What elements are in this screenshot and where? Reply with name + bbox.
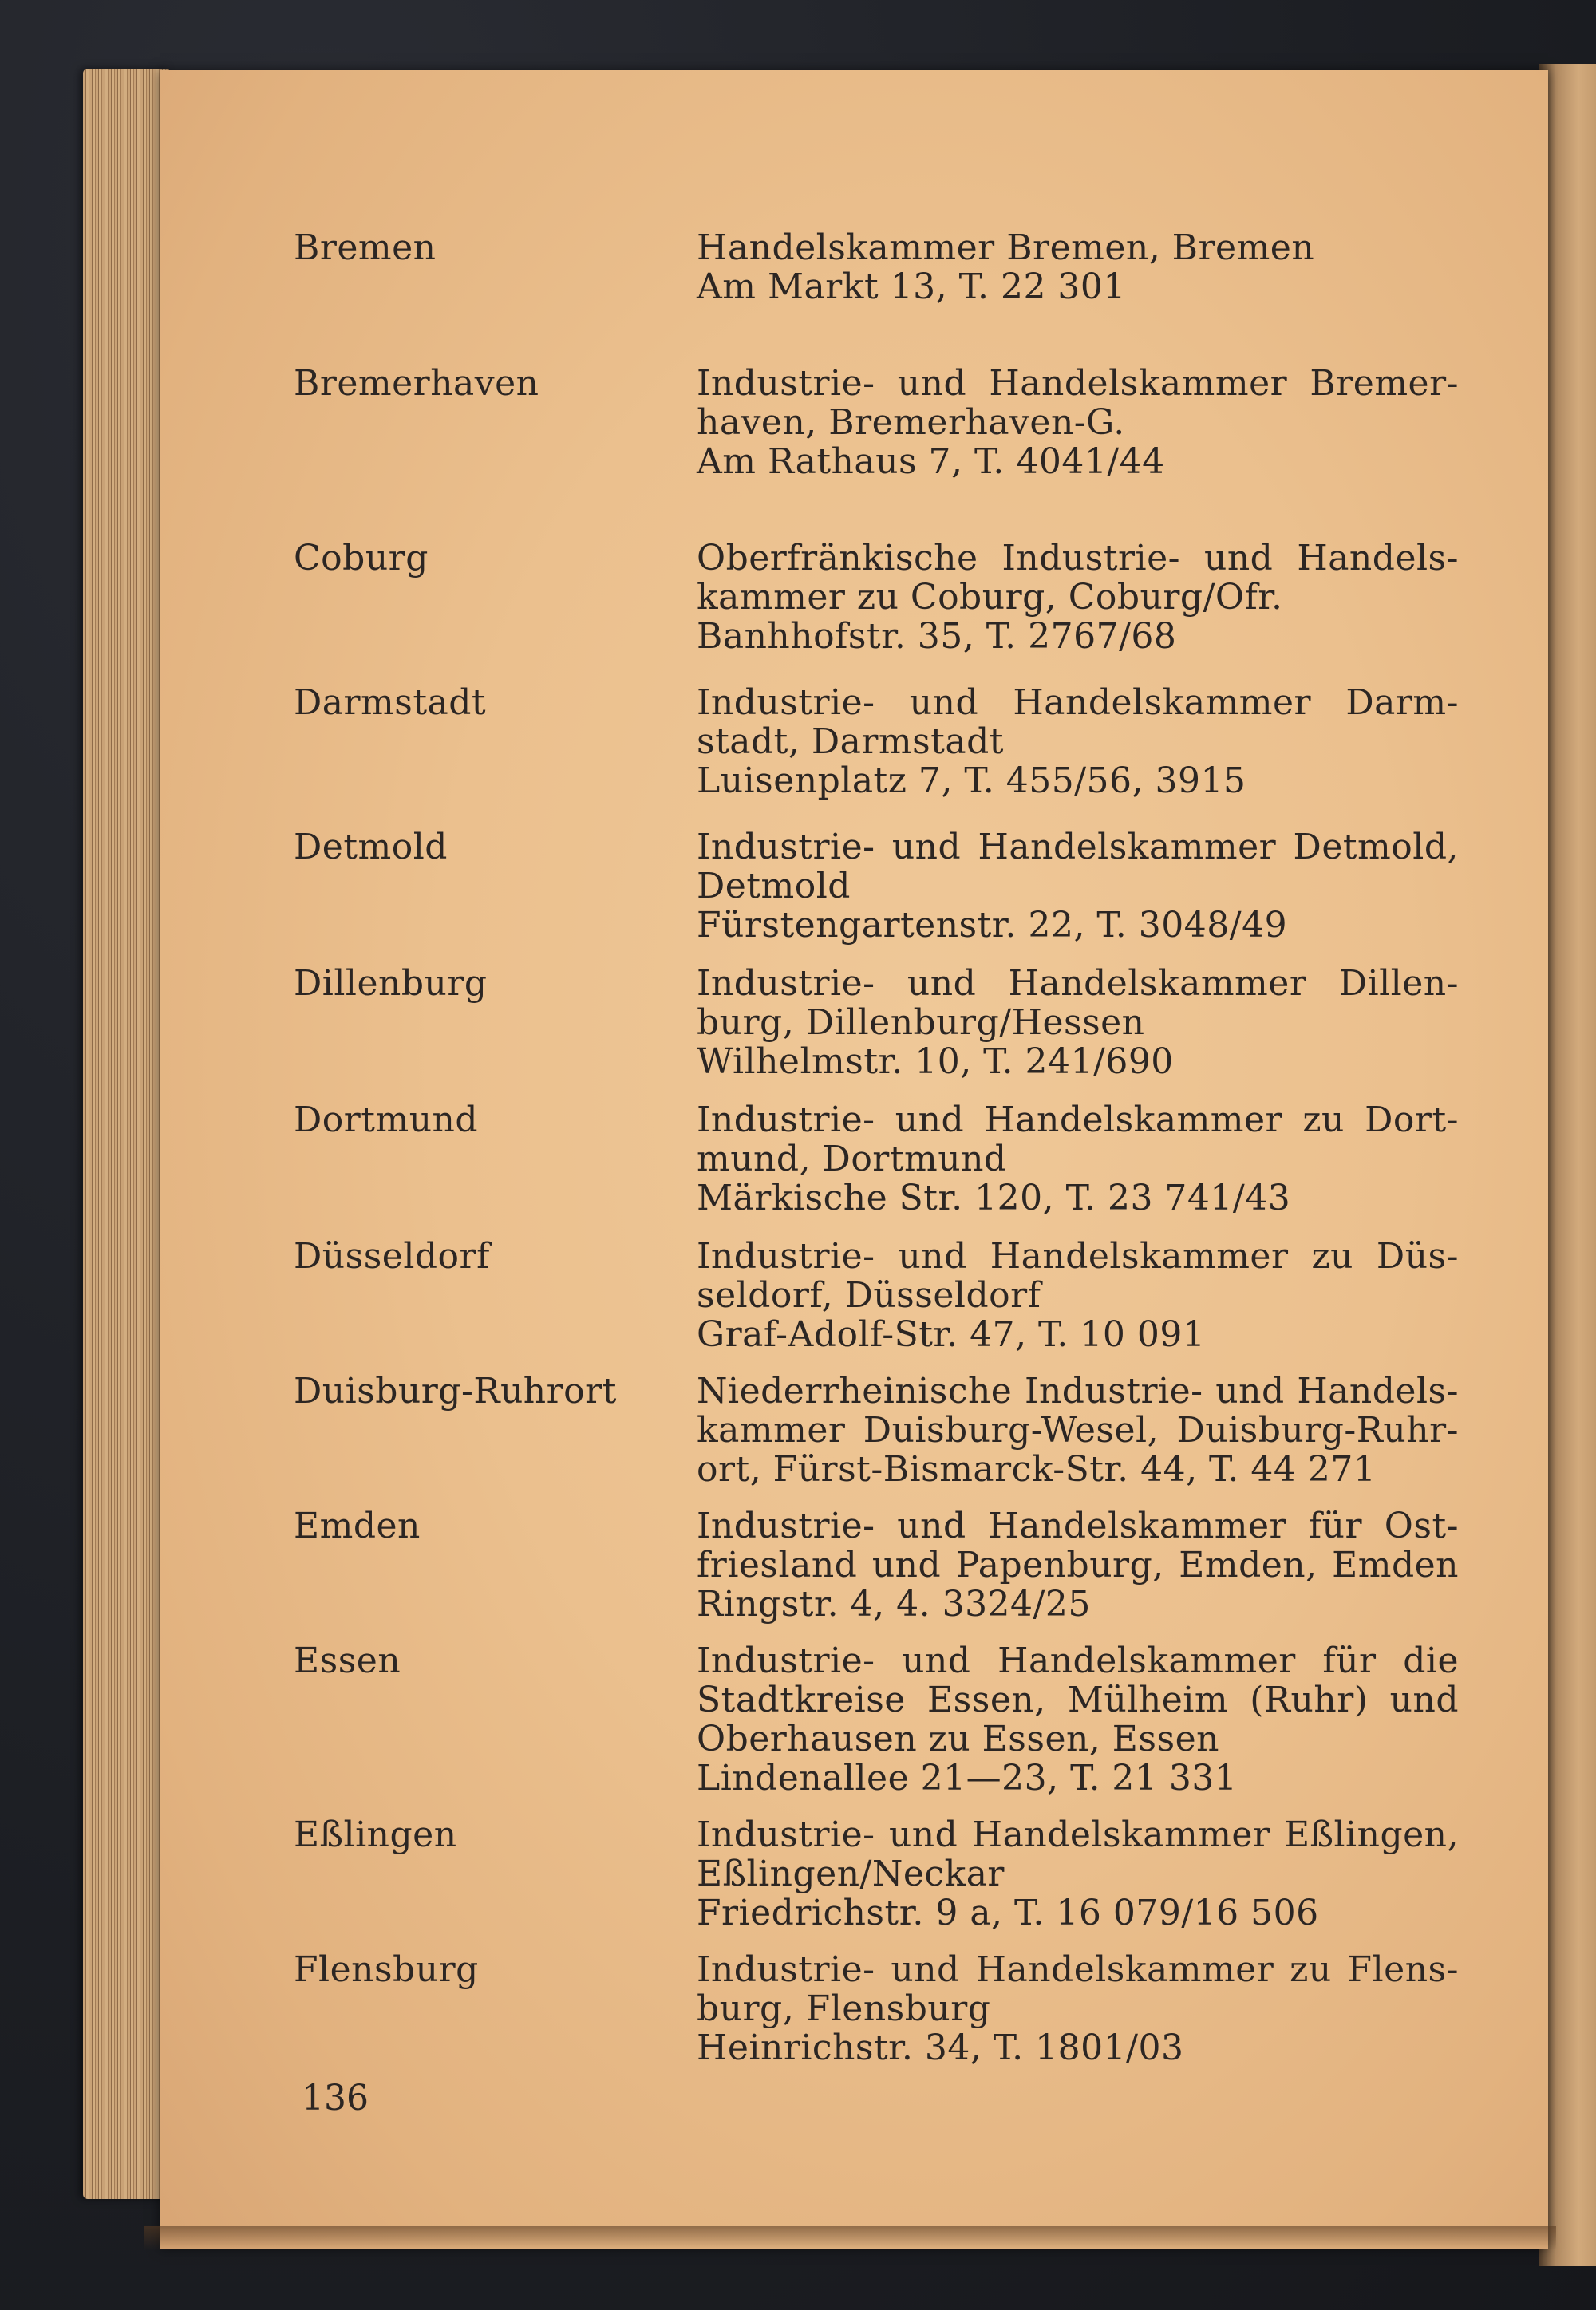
address-line: Am Markt 13, T. 22 301: [697, 267, 1126, 307]
page-bottom-shadow: [144, 2226, 1556, 2250]
address-line: Ringstr. 4, 4. 3324/25: [697, 1584, 1091, 1625]
address-line: Wilhelmstr. 10, T. 241/690: [697, 1041, 1174, 1082]
directory-entry: [294, 1237, 1459, 1354]
city-name: Dortmund: [294, 1100, 479, 1140]
city-name: Detmold: [294, 827, 448, 867]
directory-entry: [294, 1815, 1459, 1933]
directory-entry: [294, 228, 1459, 306]
address-line: Industrie- und Handelskammer Darm-: [697, 682, 1459, 723]
page-number: 136: [302, 2078, 369, 2118]
chamber-address: [697, 1506, 1459, 1624]
city-name: Dillenburg: [294, 963, 488, 1004]
address-line: Industrie- und Handelskammer Dillen-: [697, 963, 1459, 1004]
address-line: Industrie- und Handelskammer für die: [697, 1641, 1459, 1681]
chamber-address: [697, 1237, 1459, 1354]
address-line: Lindenallee 21—23, T. 21 331: [697, 1758, 1238, 1799]
directory-entry: [294, 1950, 1459, 2067]
chamber-address: [697, 1372, 1459, 1489]
address-line: Friedrichstr. 9 a, T. 16 079/16 506: [697, 1893, 1319, 1933]
chamber-address: [697, 964, 1459, 1081]
city-name: Düsseldorf: [294, 1236, 490, 1277]
address-line: ort, Fürst-Bismarck-Str. 44, T. 44 271: [697, 1449, 1377, 1490]
chamber-address: [697, 1950, 1459, 2067]
chamber-address: [697, 364, 1459, 481]
chamber-address: [697, 827, 1459, 945]
city-name: Flensburg: [294, 1949, 479, 1990]
city-name: Essen: [294, 1641, 401, 1681]
address-line: Industrie- und Handelskammer Eßlingen,: [697, 1814, 1459, 1855]
directory-entry: [294, 364, 1459, 481]
directory-entry: [294, 827, 1459, 945]
address-line: seldorf, Düsseldorf: [697, 1275, 1041, 1316]
address-line: Märkische Str. 120, T. 23 741/43: [697, 1178, 1291, 1218]
city-name: Bremen: [294, 227, 437, 268]
city-name: Emden: [294, 1506, 421, 1546]
chamber-address: [697, 1100, 1459, 1218]
address-line: kammer Duisburg-Wesel, Duisburg-Ruhr-: [697, 1410, 1459, 1451]
address-line: Industrie- und Handelskammer Bremer-: [697, 363, 1459, 404]
chamber-address: [697, 683, 1459, 800]
directory-entry: [294, 683, 1459, 800]
address-line: kammer zu Coburg, Coburg/Ofr.: [697, 577, 1283, 618]
city-name: Darmstadt: [294, 682, 487, 723]
address-line: Heinrichstr. 34, T. 1801/03: [697, 2028, 1184, 2068]
address-line: friesland und Papenburg, Emden, Emden: [697, 1545, 1459, 1585]
address-line: Industrie- und Handelskammer Detmold,: [697, 827, 1459, 867]
address-line: Oberhausen zu Essen, Essen: [697, 1719, 1219, 1759]
directory-entry: [294, 1100, 1459, 1218]
chamber-address: [697, 539, 1459, 656]
address-line: Handelskammer Bremen, Bremen: [697, 227, 1315, 268]
address-line: Luisenplatz 7, T. 455/56, 3915: [697, 760, 1246, 801]
city-name: Duisburg-Ruhrort: [294, 1371, 617, 1412]
directory-entry: [294, 1506, 1459, 1624]
address-line: Industrie- und Handelskammer für Ost-: [697, 1506, 1459, 1546]
address-line: Industrie- und Handelskammer zu Flens-: [697, 1949, 1459, 1990]
address-line: Stadtkreise Essen, Mülheim (Ruhr) und: [697, 1680, 1459, 1720]
address-line: mund, Dortmund: [697, 1139, 1007, 1179]
address-line: Detmold: [697, 866, 851, 906]
chamber-address: [697, 1641, 1459, 1798]
address-line: Banhhofstr. 35, T. 2767/68: [697, 616, 1177, 657]
address-line: Am Rathaus 7, T. 4041/44: [697, 441, 1165, 482]
address-line: Industrie- und Handelskammer zu Dort-: [697, 1100, 1459, 1140]
address-line: Eßlingen/Neckar: [697, 1854, 1005, 1894]
directory-entry: [294, 1372, 1459, 1489]
city-name: Coburg: [294, 538, 429, 578]
chamber-address: [697, 228, 1459, 306]
address-line: Oberfränkische Industrie- und Handels-: [697, 538, 1459, 578]
address-line: stadt, Darmstadt: [697, 721, 1004, 762]
page-edges: [83, 69, 169, 2199]
directory-entry: [294, 539, 1459, 656]
address-line: Niederrheinische Industrie- und Handels-: [697, 1371, 1459, 1412]
address-line: Graf-Adolf-Str. 47, T. 10 091: [697, 1314, 1206, 1355]
chamber-directory-list: [294, 228, 1459, 2067]
city-name: Eßlingen: [294, 1814, 457, 1855]
chamber-address: [697, 1815, 1459, 1933]
address-line: burg, Flensburg: [697, 1988, 991, 2029]
city-name: Bremerhaven: [294, 363, 539, 404]
address-line: burg, Dillenburg/Hessen: [697, 1002, 1145, 1043]
address-line: haven, Bremerhaven-G.: [697, 402, 1125, 443]
address-line: Fürstengartenstr. 22, T. 3048/49: [697, 905, 1288, 946]
directory-entry: [294, 964, 1459, 1081]
directory-entry: [294, 1641, 1459, 1798]
address-line: Industrie- und Handelskammer zu Düs-: [697, 1236, 1459, 1277]
